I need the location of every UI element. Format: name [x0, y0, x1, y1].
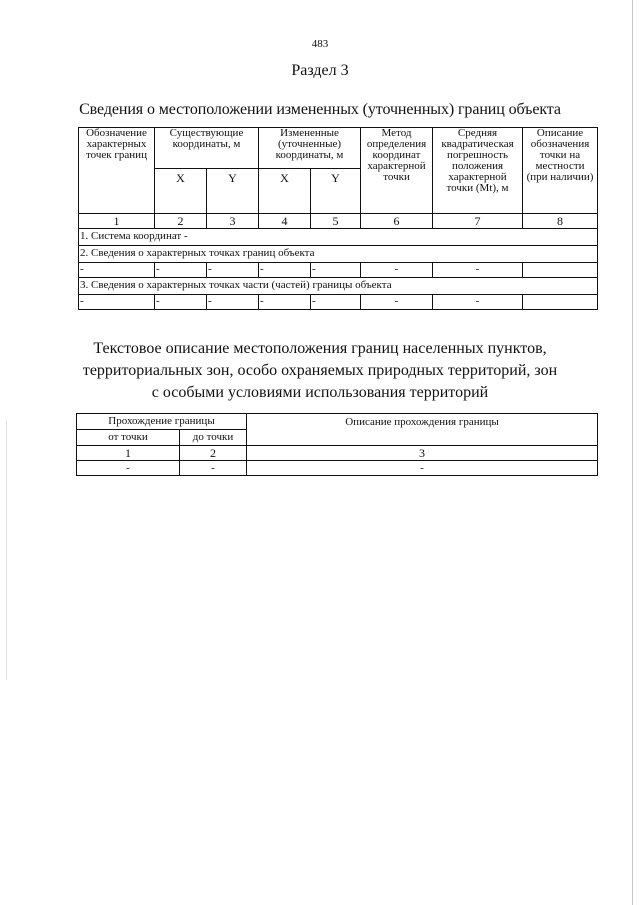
table-cell: - — [361, 295, 433, 310]
page-number: 483 — [311, 38, 329, 50]
column-number: 7 — [433, 214, 523, 229]
table-cell: - — [155, 263, 207, 278]
column-number: 6 — [361, 214, 433, 229]
table2-title-line: с особыми условиями использования территорий — [151, 384, 489, 401]
table-cell — [523, 263, 598, 278]
header-to-point: до точки — [180, 430, 247, 446]
column-number: 3 — [247, 446, 598, 461]
header-from-point: от точки — [77, 430, 180, 446]
column-number: 1 — [79, 214, 155, 229]
header-changed-x: X — [259, 169, 311, 214]
scan-edge-line — [6, 420, 7, 680]
table-cell: - — [361, 263, 433, 278]
header-description: Описание обозначения точки на местности (при наличии) — [523, 128, 598, 214]
table-cell: - — [155, 295, 207, 310]
column-number: 1 — [77, 446, 180, 461]
column-number: 3 — [207, 214, 259, 229]
column-number: 2 — [180, 446, 247, 461]
table-cell — [523, 295, 598, 310]
part-points-section-row: 3. Сведения о характерных точках части (частей) границы объекта — [79, 278, 598, 295]
column-number: 4 — [259, 214, 311, 229]
header-existing-coordinates: Существующие координаты, м — [155, 128, 259, 169]
scan-edge-line — [632, 0, 633, 905]
table-cell: - — [180, 461, 247, 476]
section-title: Раздел 3 — [291, 62, 349, 79]
table-cell: - — [311, 263, 361, 278]
column-number: 5 — [311, 214, 361, 229]
header-mean-error: Средняя квадратическая погрешность положения характерной точки (Mt), м — [433, 128, 523, 214]
coordinate-system-row: 1. Система координат - — [79, 229, 598, 246]
table2-title-line: Текстовое описание местоположения границ населенных пунктов, — [93, 340, 547, 357]
table1-title: Сведения о местоположении измененных (уточненных) границ объекта — [79, 101, 561, 118]
header-point-designation: Обозначение характерных точек границ — [79, 128, 155, 214]
header-changed-coordinates: Измененные (уточненные) координаты, м — [259, 128, 361, 169]
boundary-coordinates-table — [78, 127, 598, 310]
table-cell: - — [207, 263, 259, 278]
header-existing-x: X — [155, 169, 207, 214]
points-section-row: 2. Сведения о характерных точках границ объекта — [79, 246, 598, 263]
column-number: 8 — [523, 214, 598, 229]
header-boundary-passage: Прохождение границы — [77, 414, 247, 430]
header-changed-y: Y — [311, 169, 361, 214]
table-cell: - — [311, 295, 361, 310]
table-cell: - — [79, 295, 155, 310]
table-cell: - — [433, 295, 523, 310]
table-cell: - — [247, 461, 598, 476]
table-cell: - — [259, 263, 311, 278]
boundary-description-table — [76, 413, 598, 476]
table2-title-line: территориальных зон, особо охраняемых природных территорий, зон — [82, 362, 558, 379]
table-cell: - — [207, 295, 259, 310]
table-cell: - — [77, 461, 180, 476]
header-passage-description: Описание прохождения границы — [247, 414, 598, 446]
header-method: Метод определения координат характерной точки — [361, 128, 433, 214]
table2-title — [0, 338, 640, 404]
table-cell: - — [259, 295, 311, 310]
column-number: 2 — [155, 214, 207, 229]
header-existing-y: Y — [207, 169, 259, 214]
table-cell: - — [79, 263, 155, 278]
table-cell: - — [433, 263, 523, 278]
